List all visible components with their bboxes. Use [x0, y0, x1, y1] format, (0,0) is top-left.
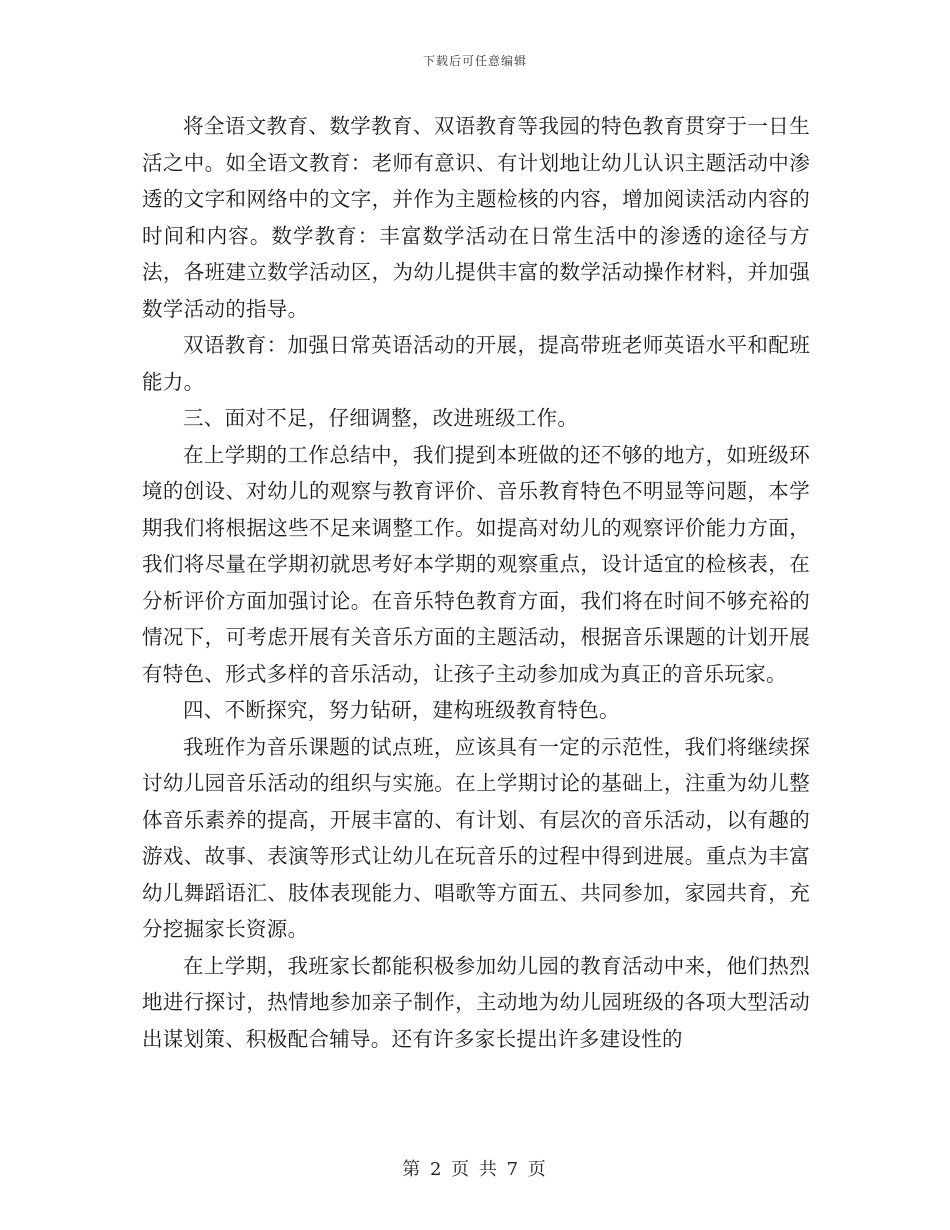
document-body	[142, 108, 810, 1057]
paragraph: 在上学期的工作总结中，我们提到本班做的还不够的地方，如班级环境的创设、对幼儿的观察与教育评价、音乐教育特色不明显等问题，本学期我们将根据这些不足来调整工作。如提高对幼儿的观察评价能力方面，我们将尽量在学期初就思考好本学期的观察重点，设计适宜的检核表，在分析评价方面加强讨论。在音乐特色教育方面，我们将在时间不够充裕的情况下，可考虑开展有关音乐方面的主题活动，根据音乐课题的计划开展有特色、形式多样的音乐活动，让孩子主动参加成为真正的音乐玩家。	[142, 442, 810, 686]
paragraph: 在上学期，我班家长都能积极参加幼儿园的教育活动中来，他们热烈地进行探讨，热情地参加亲子制作，主动地为幼儿园班级的各项大型活动出谋划策、积极配合辅导。还有许多家长提出许多建设性的	[142, 953, 810, 1051]
paragraph: 将全语文教育、数学教育、双语教育等我园的特色教育贯穿于一日生活之中。如全语文教育：老师有意识、有计划地让幼儿认识主题活动中渗透的文字和网络中的文字，并作为主题检核的内容，增加阅读活动内容的时间和内容。数学教育：丰富数学活动在日常生活中的渗透的途径与方法，各班建立数学活动区，为幼儿提供丰富的数学活动操作材料，并加强数学活动的指导。	[142, 114, 810, 321]
paragraph: 我班作为音乐课题的试点班，应该具有一定的示范性，我们将继续探讨幼儿园音乐活动的组织与实施。在上学期讨论的基础上，注重为幼儿整体音乐素养的提高，开展丰富的、有计划、有层次的音乐活动，以有趣的游戏、故事、表演等形式让幼儿在玩音乐的过程中得到进展。重点为丰富幼儿舞蹈语汇、肢体表现能力、唱歌等方面五、共同参加，家园共育，充分挖掘家长资源。	[142, 734, 810, 941]
section-heading: 四、不断探究，努力钻研，建构班级教育特色。	[183, 698, 620, 722]
section-heading: 三、面对不足，仔细调整，改进班级工作。	[183, 406, 579, 430]
page-number: 第 2 页 共 7 页	[402, 1159, 548, 1180]
header-note: 下载后可任意编辑	[422, 54, 527, 68]
paragraph: 双语教育：加强日常英语活动的开展，提高带班老师英语水平和配班能力。	[142, 333, 810, 394]
